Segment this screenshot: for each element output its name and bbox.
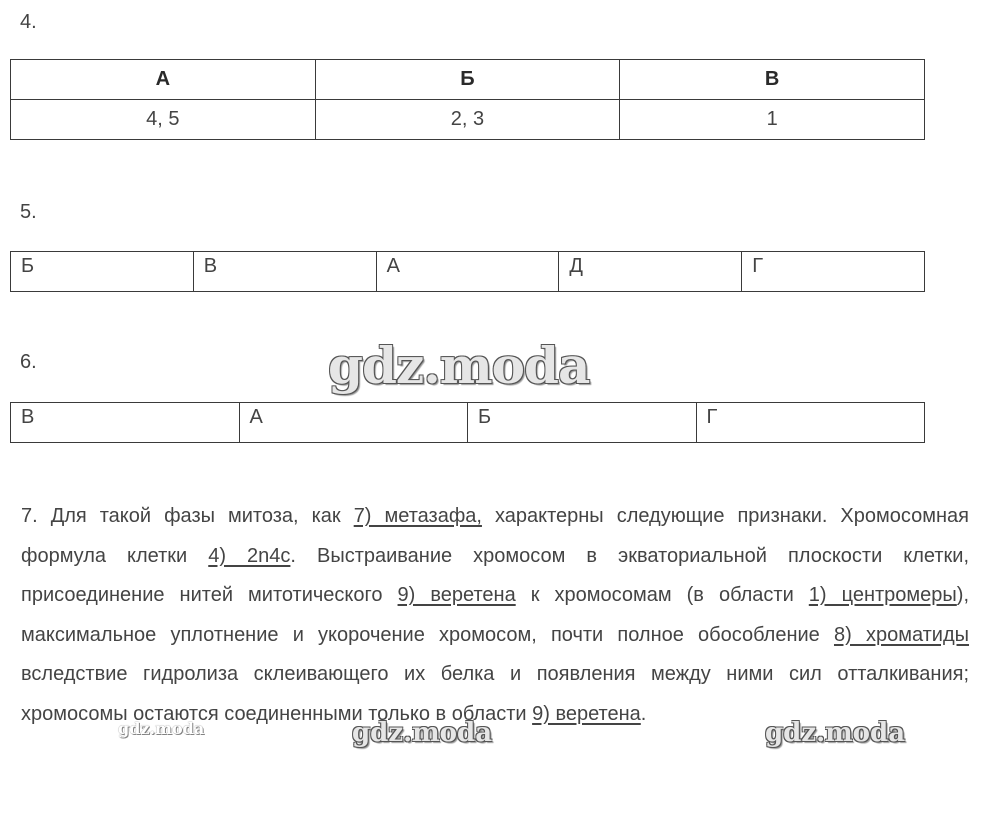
table-row [11,252,925,292]
sequence-cell: Г [696,403,925,443]
answer-underlined: 1) центромеры [808,584,957,606]
sequence-cell: А [239,403,468,443]
value-cell-b: 2, 3 [315,100,620,140]
text-segment: 7. Для такой фазы митоза, как [21,505,354,527]
answer-underlined: 8) хроматиды [833,623,970,646]
text-segment: вследствие гидролиза склеивающего их белка и появления между ними сил отталкивания; хромосомы остаются соединенными только в области [21,663,969,725]
task-5-table [10,251,925,292]
task-6-table [10,402,925,443]
task-7-paragraph [21,497,969,734]
watermark-logo: gdz.moda [328,336,590,395]
task-4-table [10,59,925,140]
sequence-cell: Д [559,252,742,292]
sequence-cell: Б [11,252,194,292]
answer-underlined: 4) 2n4c [208,544,291,567]
answer-underlined: 9) веретена [532,702,641,725]
task-6-number: 6. [20,351,37,373]
sequence-cell: В [193,252,376,292]
table-row [11,403,925,443]
text-segment: . Выстраивание хромосом в экваториальной плоскости клетки, присоединение нитей митотического [21,544,970,606]
text-segment: . [640,702,647,725]
watermark-logo: gdz.moda [765,718,906,748]
sequence-cell: А [376,252,559,292]
value-cell-v: 1 [620,100,925,140]
watermark-logo: gdz.moda [352,718,493,748]
sequence-cell: Г [742,252,925,292]
text-segment: к хромосомам (в области [515,584,809,606]
sequence-cell: В [11,403,240,443]
table-row [11,100,925,140]
header-cell-b: Б [315,60,620,100]
sequence-cell: Б [468,403,697,443]
value-cell-a: 4, 5 [11,100,316,140]
header-cell-a: А [11,60,316,100]
task-5-number: 5. [20,201,37,223]
header-cell-v: В [620,60,925,100]
text-segment: ), максимальное уплотнение и укорочение хромосом, почти полное обособление [21,584,970,646]
table-header-row [11,60,925,100]
answer-underlined: 9) веретена [397,584,516,606]
task-4-number: 4. [20,11,37,33]
watermark-logo: gdz.moda [118,719,205,738]
answer-underlined: 7) метазафа, [353,505,482,527]
text-segment: характерны следующие признаки. Хромосомная формула клетки [21,505,969,567]
